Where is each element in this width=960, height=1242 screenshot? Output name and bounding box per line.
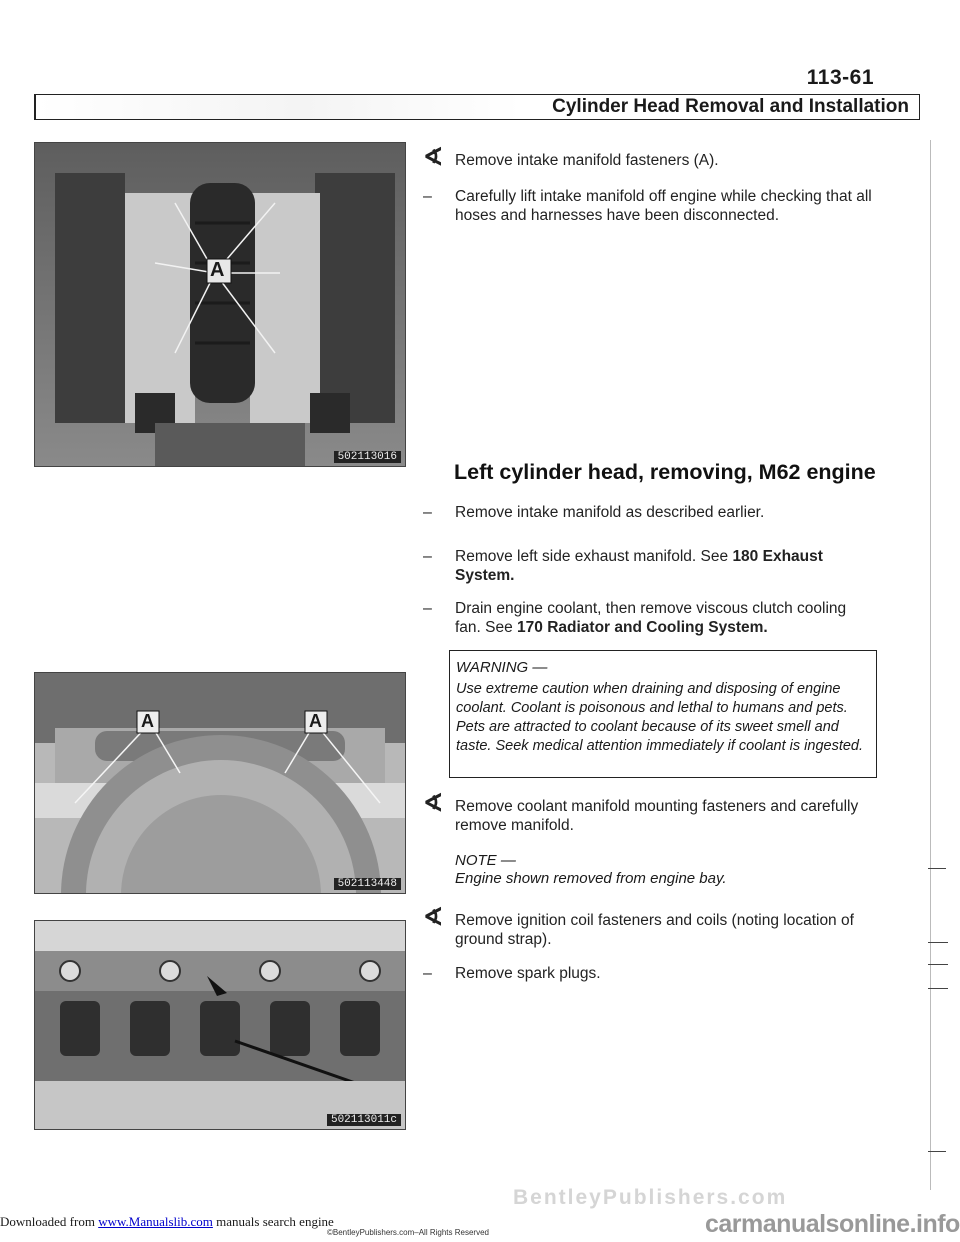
footer-text: Downloaded from: [0, 1214, 99, 1229]
margin-tick: [928, 942, 948, 943]
margin-tick: [928, 988, 948, 989]
manualslib-link[interactable]: www.Manualslib.com: [98, 1214, 213, 1229]
arrow-icon: ∢: [423, 144, 444, 171]
step-remove-intake: [423, 503, 875, 522]
figure-coolant-manifold: [34, 672, 406, 894]
figure-intake-manifold: [34, 142, 406, 467]
step-lift-manifold: [423, 187, 880, 225]
step-drain-coolant: [423, 599, 875, 637]
step-text: Remove intake manifold fasteners (A).: [455, 152, 719, 169]
dash-icon: –: [423, 965, 432, 982]
warning-heading: WARNING —: [456, 659, 548, 676]
step-text: Remove intake manifold as described earlier.: [455, 504, 765, 521]
figure-callout-label: A: [309, 711, 322, 731]
warning-box: [449, 650, 877, 778]
coolant-manifold-photo: [35, 673, 406, 894]
figure-callout-label: A: [141, 711, 154, 731]
step-text: Remove coolant manifold mounting fasteners and carefully remove manifold.: [455, 798, 859, 834]
page-header: [34, 94, 920, 120]
footer-site: carmanualsonline.info: [705, 1210, 960, 1238]
note-text: Engine shown removed from engine bay.: [455, 870, 727, 887]
watermark: BentleyPublishers.com: [513, 1186, 788, 1209]
dash-icon: –: [423, 188, 432, 205]
warning-text: Use extreme caution when draining and disposing of engine coolant. Coolant is poisonous and lethal to humans and pets. Pets are attracted to coolant because of its sweet smell and taste. Seek medical attention immediately if coolant is ingested.: [456, 681, 864, 754]
dash-icon: –: [423, 504, 432, 521]
step-text: Carefully lift intake manifold off engine while checking that all hoses and harnesses have been disconnected.: [455, 188, 872, 224]
step-remove-fasteners: [423, 144, 875, 171]
figure-id: 502113011c: [327, 1114, 401, 1126]
figure-ignition-coils: [34, 920, 406, 1130]
step-remove-spark-plugs: [423, 964, 875, 983]
figure-id: 502113016: [334, 451, 401, 463]
figure-id: 502113448: [334, 878, 401, 890]
page-number: 113-61: [806, 66, 874, 89]
step-text: Remove ignition coil fasteners and coils (noting location of ground strap).: [455, 912, 854, 948]
reference-link: 180 Exhaust System.: [455, 548, 823, 584]
dash-icon: –: [423, 548, 432, 565]
dash-icon: –: [423, 600, 432, 617]
ignition-coils-photo: [35, 921, 406, 1130]
footer-copyright: ©BentleyPublishers.com–All Rights Reserved: [327, 1228, 489, 1237]
step-remove-coils: [423, 904, 875, 949]
section-title: Left cylinder head, removing, M62 engine: [454, 460, 876, 484]
arrow-icon: ∢: [423, 790, 444, 817]
intake-manifold-photo: [35, 143, 406, 467]
header-title: Cylinder Head Removal and Installation: [552, 96, 909, 117]
note: [455, 852, 875, 888]
step-remove-exhaust: [423, 547, 875, 585]
margin-tick: [928, 1151, 946, 1152]
reference-link: 170 Radiator and Cooling System.: [517, 619, 768, 636]
margin-tick: [928, 964, 948, 965]
footer-download-note: [0, 1214, 334, 1230]
footer-text: manuals search engine: [212, 1214, 334, 1229]
arrow-icon: ∢: [423, 904, 444, 931]
figure-callout-label: A: [210, 259, 225, 281]
note-heading: NOTE —: [455, 852, 516, 869]
margin-tick: [928, 868, 946, 869]
step-remove-coolant-manifold: [423, 790, 875, 835]
step-text: Drain engine coolant, then remove viscous clutch cooling fan. See: [455, 600, 847, 636]
step-text: Remove spark plugs.: [455, 965, 601, 982]
margin-rule: [930, 140, 931, 1190]
step-text: Remove left side exhaust manifold. See: [455, 548, 733, 565]
